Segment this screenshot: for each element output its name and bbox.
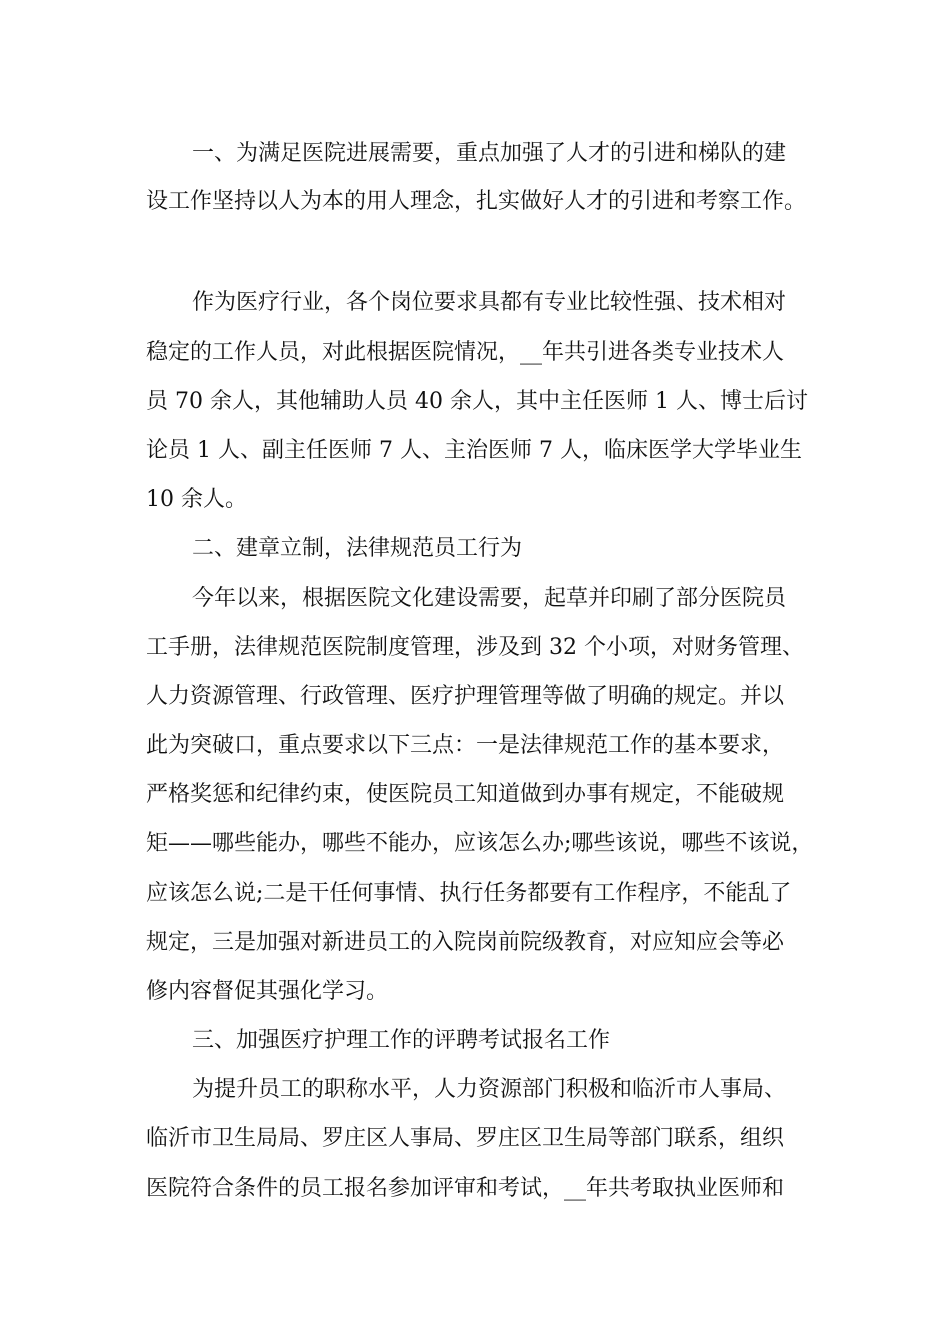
paragraph-1-line-5: 10 余人。	[146, 487, 247, 512]
section-3-heading: 三、加强医疗护理工作的评聘考试报名工作	[192, 1028, 611, 1053]
paragraph-2-line-6: 矩——哪些能办，哪些不能办，应该怎么办;哪些该说，哪些不该说，	[146, 831, 814, 856]
paragraph-1-line-1: 作为医疗行业，各个岗位要求具都有专业比较性强、技术相对	[192, 290, 787, 315]
paragraph-2-line-3: 人力资源管理、行政管理、医疗护理管理等做了明确的规定。并以	[146, 684, 785, 709]
section-1-heading-line-2: 设工作坚持以人为本的用人理念，扎实做好人才的引进和考察工作。	[146, 189, 807, 214]
paragraph-3-line-1: 为提升员工的职称水平，人力资源部门积极和临沂市人事局、	[192, 1077, 787, 1102]
paragraph-2-line-2: 工手册，法律规范医院制度管理，涉及到 32 个小项，对财务管理、	[146, 635, 804, 660]
paragraph-1-line-3: 员 70 余人，其他辅助人员 40 余人，其中主任医师 1 人、博士后讨	[146, 389, 808, 414]
paragraph-2-line-8: 规定，三是加强对新进员工的入院岗前院级教育，对应知应会等必	[146, 930, 785, 955]
section-1-heading-line-1: 一、为满足医院进展需要，重点加强了人才的引进和梯队的建	[192, 141, 787, 166]
paragraph-1-line-4: 论员 1 人、副主任医师 7 人、主治医师 7 人，临床医学大学毕业生	[146, 438, 802, 463]
section-2-heading: 二、建章立制，法律规范员工行为	[192, 536, 523, 561]
paragraph-2-line-5: 严格奖惩和纪律约束，使医院员工知道做到办事有规定，不能破规	[146, 782, 785, 807]
paragraph-3-line-3: 医院符合条件的员工报名参加评审和考试，__年共考取执业医师和	[146, 1176, 785, 1201]
paragraph-3-line-2: 临沂市卫生局局、罗庄区人事局、罗庄区卫生局等部门联系，组织	[146, 1126, 785, 1151]
paragraph-2-line-7: 应该怎么说;二是干任何事情、执行任务都要有工作程序，不能乱了	[146, 881, 792, 906]
paragraph-2-line-1: 今年以来，根据医院文化建设需要，起草并印刷了部分医院员	[192, 586, 787, 611]
paragraph-1-line-2: 稳定的工作人员，对此根据医院情况，__年共引进各类专业技术人	[146, 340, 785, 365]
paragraph-2-line-4: 此为突破口，重点要求以下三点：一是法律规范工作的基本要求，	[146, 733, 785, 758]
paragraph-2-line-9: 修内容督促其强化学习。	[146, 979, 389, 1004]
